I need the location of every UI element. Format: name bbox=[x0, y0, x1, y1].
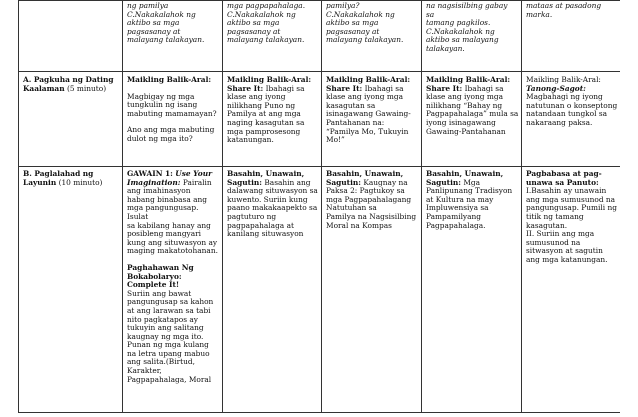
text-line: II. Suriin ang mga bbox=[526, 229, 595, 239]
text-line: titik ng tamang bbox=[526, 211, 584, 221]
text-line: Pagpapahalaga” mula sa bbox=[426, 109, 519, 119]
review-question-1 bbox=[127, 93, 218, 119]
text-line: natandaan tungkol sa bbox=[526, 109, 608, 119]
text-line: Paksa 2: Pagtukoy sa bbox=[326, 186, 405, 196]
activity-body bbox=[227, 187, 317, 239]
activity-label: Sagutin: bbox=[227, 177, 262, 187]
review-question-2 bbox=[127, 126, 218, 143]
stage-time: (10 minuto) bbox=[58, 177, 103, 187]
cell-heading: Maikling Balik-Aral: bbox=[227, 75, 312, 84]
text-line: Moral na Kompas bbox=[326, 220, 392, 230]
activity-body bbox=[326, 187, 417, 230]
stage-cell-review bbox=[19, 72, 123, 167]
text-line: Pagbabasa at pag- bbox=[526, 169, 602, 178]
objective-cell-day3 bbox=[322, 1, 422, 72]
text-line: at Kultura na may bbox=[426, 194, 494, 204]
objective-cell-day4 bbox=[422, 1, 522, 72]
cell-heading: Maikling Balik-Aral: bbox=[426, 75, 511, 84]
activity-text: Basahin ang bbox=[264, 177, 311, 187]
activity-body bbox=[526, 187, 616, 264]
text-line: pamilya? bbox=[326, 1, 360, 10]
text-line: C.Nakakalahok ng bbox=[326, 9, 395, 19]
share-text: Ibahagi sa bbox=[265, 83, 305, 93]
review-row bbox=[19, 72, 621, 167]
text-line: klase ang iyong mga bbox=[326, 92, 403, 102]
text-line: malayang talakayan. bbox=[127, 35, 205, 45]
text-line: ang salita.(Birtud, bbox=[127, 357, 195, 367]
lesson-plan-page bbox=[18, 0, 620, 417]
text-line: kanilang situwasyon bbox=[227, 229, 304, 239]
text-line: Paghahawan Ng bbox=[127, 262, 194, 272]
text-line: mga pamprosesong bbox=[227, 126, 301, 136]
text-line: natutunan o konseptong bbox=[526, 100, 618, 110]
text-line: Pantahanan na: bbox=[326, 117, 385, 127]
text-line: mabuting mamamayan? bbox=[127, 108, 217, 118]
text-line: aktibo sa mga bbox=[227, 18, 280, 28]
text-line: posibleng mangyari bbox=[127, 229, 202, 239]
text-line: Pamilya at ang mga bbox=[227, 109, 301, 119]
text-line: klase ang iyong bbox=[227, 92, 286, 102]
text-line: pangungusap sa kahon bbox=[127, 297, 214, 307]
objective-cell-day1 bbox=[123, 1, 223, 72]
text-line: kasagutan sa bbox=[326, 100, 376, 110]
text-line: dalawang situwasyon sa bbox=[227, 186, 318, 196]
text-line: ng pamilya bbox=[127, 1, 169, 10]
activity-cell-day1 bbox=[123, 167, 223, 413]
text-line: talakayan. bbox=[426, 43, 465, 53]
text-line: ang imahinasyon bbox=[127, 186, 191, 196]
text-line: pagsasanay at bbox=[227, 26, 281, 36]
share-text: Ibahagi sa bbox=[364, 83, 404, 93]
activity-cell-day4 bbox=[422, 167, 522, 413]
activity-cell-day3 bbox=[322, 167, 422, 413]
activity-label: Sagutin: bbox=[326, 177, 361, 187]
stage-cell-objectives bbox=[19, 167, 123, 413]
text-line: Gawaing-Pantahanan bbox=[426, 126, 506, 136]
text-line: na letra upang mabuo bbox=[127, 348, 210, 358]
text-line: C.Nakakalahok ng bbox=[227, 9, 296, 19]
activity-body bbox=[426, 187, 517, 230]
text-line: Magbahagi ng iyong bbox=[526, 92, 603, 102]
text-line: sumusunod na bbox=[526, 237, 581, 247]
text-line: nito pagkatapos ay bbox=[127, 314, 198, 324]
text-line: Bokabolaryo: bbox=[127, 271, 182, 281]
text-line: Complete It! bbox=[127, 280, 180, 290]
cell-heading: Maikling Balik-Aral: bbox=[526, 75, 601, 84]
share-label: Share It: bbox=[227, 83, 264, 93]
cell-subheading: Tanong-Sagot: bbox=[526, 83, 586, 93]
text-line: naging kasagutan sa bbox=[227, 117, 305, 127]
activity-heading bbox=[526, 170, 616, 187]
activity-title-cont: Imagination: bbox=[127, 177, 181, 187]
share-label: Share It: bbox=[326, 83, 363, 93]
review-cell-day1 bbox=[123, 72, 223, 167]
text-line: dulot ng mga ito? bbox=[127, 133, 193, 143]
text-line: “Pamilya Mo, Tukuyin bbox=[326, 126, 409, 136]
objective-cell-day2 bbox=[223, 1, 322, 72]
text-line: C.Nakakalahok ng bbox=[426, 26, 495, 36]
share-text: Ibahagi sa bbox=[464, 83, 504, 93]
text-line: kung ang situwasyon ay bbox=[127, 237, 218, 247]
text-line: katanungan. bbox=[227, 135, 274, 145]
text-line: mataas at pasadong bbox=[526, 1, 602, 10]
text-line: pagsasanay at bbox=[127, 26, 181, 36]
cell-body bbox=[426, 93, 517, 136]
text-line: habang binabasa ang bbox=[127, 194, 207, 204]
text-line: Mo!” bbox=[326, 135, 345, 145]
text-line: aktibo sa mga bbox=[326, 18, 379, 28]
activity-cell-day2 bbox=[223, 167, 322, 413]
vocabulary-body bbox=[127, 290, 218, 385]
text-line: Suriin ang bawat bbox=[127, 288, 192, 298]
text-line: mga pangungusap. bbox=[127, 203, 199, 213]
text-line: aktibo sa malayang bbox=[426, 35, 499, 45]
text-line: klase ang iyong mga bbox=[426, 92, 503, 102]
text-line: Pampamilyang bbox=[426, 211, 481, 221]
review-cell-day2 bbox=[223, 72, 322, 167]
cell-body bbox=[326, 93, 417, 145]
text-line: malayang talakayan. bbox=[326, 35, 404, 45]
activity-text: Kaugnay na bbox=[363, 177, 408, 187]
cell-heading: Maikling Balik-Aral: bbox=[326, 75, 411, 84]
activity-cell-day5 bbox=[522, 167, 621, 413]
text-line: unawa sa Panuto: bbox=[526, 177, 599, 187]
text-line: I.Basahin ay unawain bbox=[526, 186, 607, 196]
text-line: kasagutan. bbox=[526, 220, 568, 230]
activity-text: Pairalin bbox=[182, 177, 212, 187]
text-line: aktibo sa mga bbox=[127, 18, 180, 28]
activity-body bbox=[127, 187, 218, 256]
text-line: maging makatotohanan. bbox=[127, 246, 218, 256]
stage-title: A. Pagkuha ng Dating Kaalaman bbox=[23, 75, 114, 93]
review-cell-day5 bbox=[522, 72, 621, 167]
text-line: ang mga sumusunod na bbox=[526, 194, 616, 204]
text-line: tungkulin ng isang bbox=[127, 100, 198, 110]
lesson-plan-table bbox=[18, 0, 620, 413]
text-line: pagsasanay at bbox=[326, 26, 380, 36]
text-line: kaugnay ng mga ito. bbox=[127, 331, 204, 341]
text-line: Natutuhan sa bbox=[326, 203, 377, 213]
text-line: mga Pagpapahalagang bbox=[326, 194, 412, 204]
text-line: Basahin, Unawain, bbox=[326, 169, 404, 178]
text-line: Ano ang mga mabuting bbox=[127, 125, 215, 135]
text-line: pagpapahalaga at bbox=[227, 220, 294, 230]
text-line: at ang larawan sa tabi bbox=[127, 305, 211, 315]
text-line: Basahin, Unawain, bbox=[426, 169, 504, 178]
cell-heading: Maikling Balik-Aral: bbox=[127, 75, 212, 84]
vocabulary-heading bbox=[127, 264, 218, 290]
text-line: sitwasyon at sagutin bbox=[526, 246, 603, 256]
objectives-presentation-row bbox=[19, 167, 621, 413]
text-line: pagtuturo ng bbox=[227, 211, 277, 221]
text-line: tamang pagkilos. bbox=[426, 18, 491, 28]
text-line: Karakter, bbox=[127, 366, 162, 376]
text-line: Basahin, Unawain, bbox=[227, 169, 305, 178]
text-line: Impluwensiya sa bbox=[426, 203, 489, 213]
text-line: nilikhang Puno ng bbox=[227, 100, 296, 110]
text-line: na nagsisilbing gabay bbox=[426, 1, 508, 10]
text-line: marka. bbox=[526, 9, 553, 19]
review-cell-day3 bbox=[322, 72, 422, 167]
text-line: isinagawang Gawaing- bbox=[326, 109, 411, 119]
text-line: Isulat bbox=[127, 211, 149, 221]
stage-time: (5 minuto) bbox=[66, 83, 107, 93]
objectives-row bbox=[19, 1, 621, 72]
text-line: kuwento. Suriin kung bbox=[227, 194, 308, 204]
text-line: ang mga katanungan. bbox=[526, 254, 608, 264]
text-line: malayang talakayan. bbox=[227, 35, 305, 45]
activity-label: Sagutin: bbox=[426, 177, 461, 187]
activity-text: Mga bbox=[463, 177, 481, 187]
stage-cell-empty bbox=[19, 1, 123, 72]
activity-label: GAWAIN 1: bbox=[127, 169, 173, 178]
text-line: pangungusap. Pumili ng bbox=[526, 203, 617, 213]
text-line: mga pagpapahalaga. bbox=[227, 1, 306, 10]
text-line: nakaraang paksa. bbox=[526, 117, 593, 127]
text-line: Panlipunang Tradisyon bbox=[426, 186, 513, 196]
share-label: Share It: bbox=[426, 83, 463, 93]
text-line: Punan ng mga kulang bbox=[127, 340, 209, 350]
text-line: Pagpapahalaga, Moral bbox=[127, 374, 212, 384]
text-line: paano makakaapekto sa bbox=[227, 203, 318, 213]
text-line: iyong isinagawang bbox=[426, 117, 496, 127]
cell-body bbox=[526, 93, 616, 127]
objective-cell-day5 bbox=[522, 1, 621, 72]
activity-title: Use Your bbox=[175, 169, 212, 178]
review-cell-day4 bbox=[422, 72, 522, 167]
text-line: sa bbox=[426, 9, 435, 19]
text-line: Magbigay ng mga bbox=[127, 91, 195, 101]
text-line: C.Nakakalahok ng bbox=[127, 9, 196, 19]
cell-body bbox=[227, 93, 317, 145]
text-line: Pagpapahalaga. bbox=[426, 220, 486, 230]
text-line: Pamilya na Nagsisilbing bbox=[326, 211, 417, 221]
text-line: tukuyin ang salitang bbox=[127, 323, 204, 333]
stage-title: B. Paglalahad ng Layunin bbox=[23, 169, 94, 187]
text-line: sa kabilang hanay ang bbox=[127, 220, 211, 230]
text-line: nilikhang “Bahay ng bbox=[426, 100, 503, 110]
